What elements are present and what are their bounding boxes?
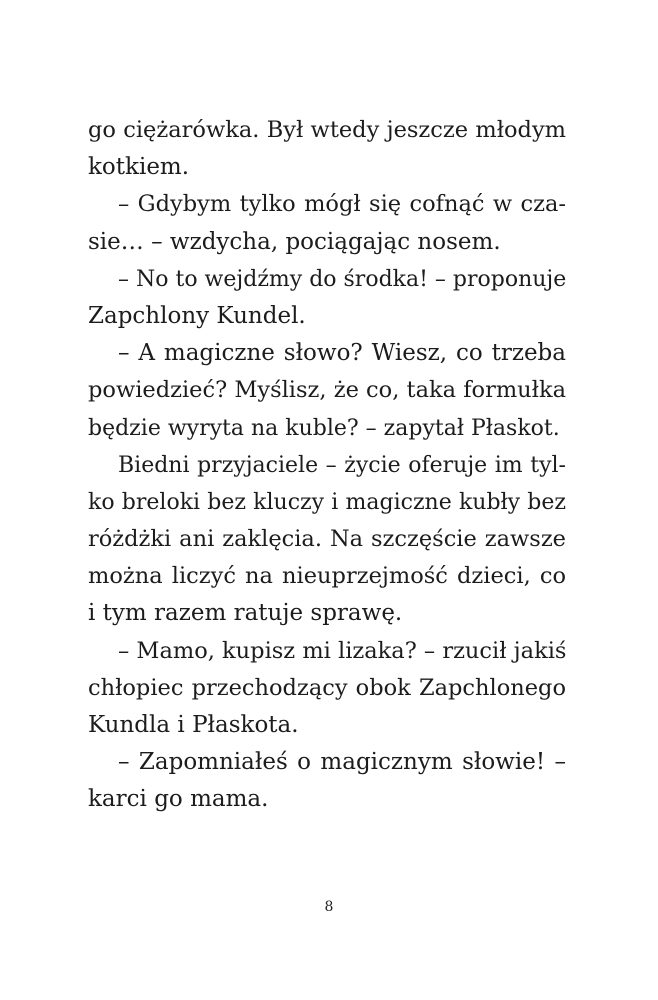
text-line: ko breloki bez kluczy i magiczne kubły bez — [88, 489, 566, 515]
body-text — [88, 112, 566, 819]
text-line: – Mamo, kupisz mi lizaka? – rzucił jakiś — [118, 637, 567, 664]
text-line: różdżki ani zaklęcia. Na szczęście zawsze — [88, 526, 566, 553]
text-line: i tym razem ratuje sprawę. — [88, 600, 403, 627]
text-line: – Gdybym tylko mógł się cofnąć w cza- — [118, 191, 566, 218]
text-line: go ciężarówka. Był wtedy jeszcze młodym — [88, 117, 566, 143]
text-line: kotkiem. — [88, 154, 190, 181]
text-line: sie… – wzdycha, pociągając nosem. — [88, 228, 501, 255]
text-line: chłopiec przechodzący obok Zapchlonego — [88, 674, 566, 701]
text-line: będzie wyryta na kuble? – zapytał Płaskot. — [88, 415, 560, 441]
page-number: 8 — [324, 899, 334, 915]
text-line: – Zapomniałeś o magicznym słowie! – — [118, 749, 566, 776]
text-line: – No to wejdźmy do środka! – proponuje — [118, 266, 567, 292]
text-line: Kundla i Płaskota. — [88, 712, 299, 738]
text-line: można liczyć na nieuprzejmość dzieci, co — [88, 563, 566, 590]
text-line: powiedzieć? Myślisz, że co, taka formułka — [88, 377, 566, 404]
text-line: Zapchlony Kundel. — [88, 302, 306, 329]
text-line: – A magiczne słowo? Wiesz, co trzeba — [118, 340, 566, 367]
text-line: karci go mama. — [88, 786, 269, 813]
text-line: Biedni przyjaciele – życie oferuje im tyl- — [118, 452, 566, 478]
